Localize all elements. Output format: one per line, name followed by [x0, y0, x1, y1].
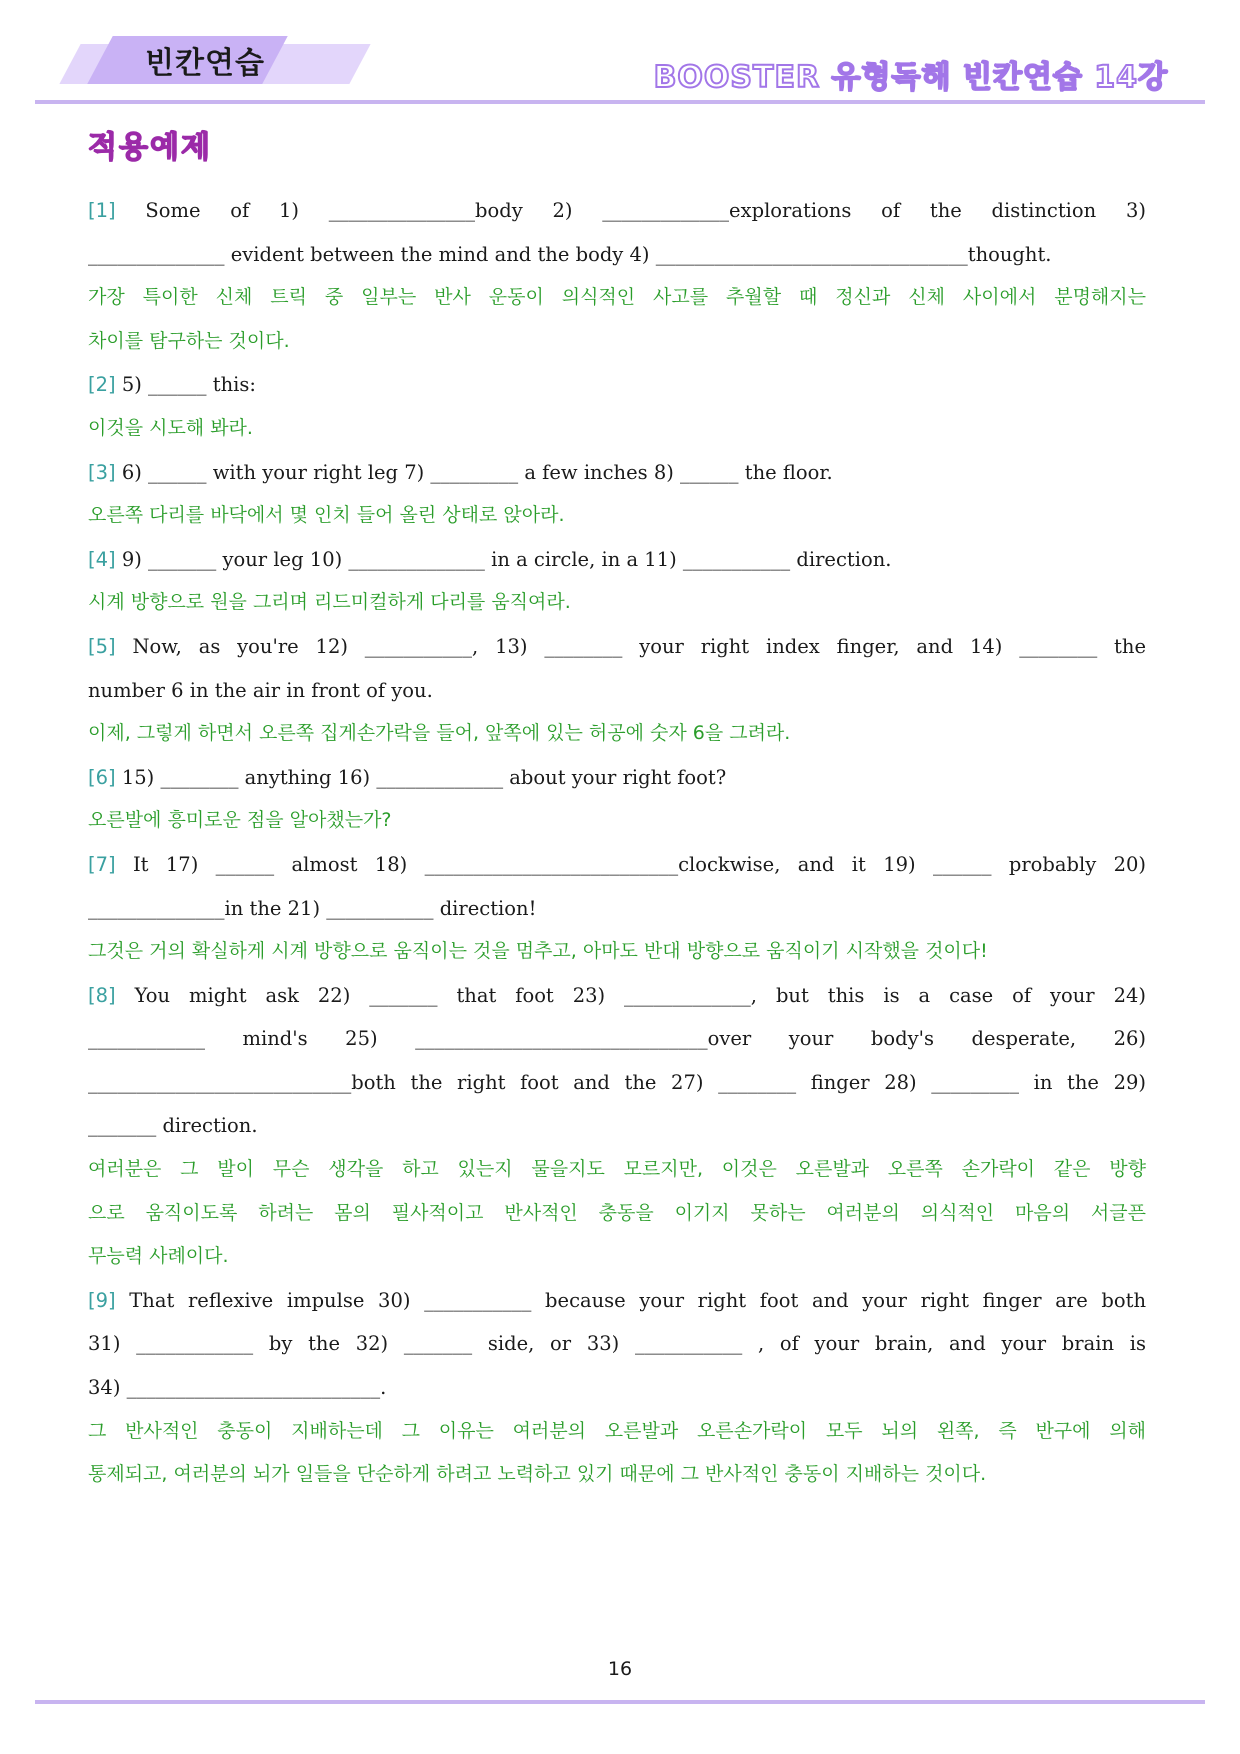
translation-line: 시계 방향으로 원을 그리며 리드미컬하게 다리를 움직여라.: [88, 591, 571, 614]
sentence-line: [88, 189, 1146, 233]
sentence-line: [88, 451, 1146, 495]
item-number: [2]: [88, 373, 116, 397]
section-title: 적용예제: [88, 130, 212, 165]
sentence-line: [88, 625, 1146, 669]
translation-line: 여러분은 그 발이 무슨 생각을 하고 있는지 물을지도 모르지만, 이것은 오른발과 오른쪽 손가락이 같은 방향: [88, 1158, 1146, 1181]
item-number: [1]: [88, 199, 116, 222]
sentence-text: _______ direction.: [88, 1114, 258, 1138]
sentence-line: [88, 669, 1146, 713]
item-number: [3]: [88, 460, 116, 484]
sentence-line: [88, 1104, 1146, 1148]
series-title: BOOSTER 유형독해 빈칸연습 14강: [653, 60, 1168, 95]
sentence-line: [88, 1061, 1146, 1105]
translation-line: 이것을 시도해 봐라.: [88, 416, 253, 439]
sentence-text: ______________in the 21) ___________ direction!: [88, 896, 537, 920]
sentence-line: [88, 1017, 1146, 1061]
page-header: [0, 0, 1240, 110]
sentence-text: 6) ______ with your right leg 7) _________ a few inches 8) ______ the floor.: [121, 460, 833, 484]
sentence-text: 15) ________ anything 16) _____________ about your right foot?: [121, 765, 727, 789]
sentence-line: [88, 233, 1146, 277]
item-number: [9]: [88, 1288, 116, 1312]
sentence-line: [88, 1322, 1146, 1366]
item-number: [7]: [88, 852, 116, 876]
translation-line: 오른발에 흥미로운 점을 알아챘는가?: [88, 809, 392, 832]
sentence-text: Some of 1) _______________body 2) _____________explorations of the distinction 3): [145, 199, 1146, 222]
translation-line: 그것은 거의 확실하게 시계 방향으로 움직이는 것을 멈추고, 아마도 반대 방향으로 움직이기 시작했을 것이다!: [88, 940, 988, 963]
sentence-line: [88, 538, 1146, 582]
header-tab-label: 빈칸연습: [145, 46, 265, 81]
sentence-text: number 6 in the air in front of you.: [88, 678, 433, 702]
sentence-text: ____________ mind's 25) ______________________________over your body's desperate, 26): [88, 1027, 1146, 1051]
sentence-line: [88, 1366, 1146, 1410]
translation-line: 오른쪽 다리를 바닥에서 몇 인치 들어 올린 상태로 앉아라.: [88, 504, 565, 527]
item-number: [4]: [88, 547, 116, 571]
translation-line: 으로 움직이도록 하려는 몸의 필사적이고 반사적인 충동을 이기지 못하는 여러분의 의식적인 마음의 서글픈: [88, 1201, 1146, 1224]
page-number: 16: [607, 1658, 633, 1680]
exercise-body: [88, 189, 1146, 1497]
sentence-text: 5) ______ this:: [121, 373, 256, 397]
sentence-text: 9) _______ your leg 10) ______________ in a circle, in a 11) ___________ direction.: [121, 547, 892, 571]
sentence-line: [88, 843, 1146, 887]
sentence-text: ___________________________both the right foot and the 27) ________ finger 28) _________ in the 29): [88, 1070, 1146, 1094]
translation-line: 차이를 탐구하는 것이다.: [88, 329, 290, 352]
sentence-line: [88, 887, 1146, 931]
sentence-text: You might ask 22) _______ that foot 23) _____________, but this is a case of your 24): [134, 983, 1146, 1007]
sentence-text: 34) __________________________.: [88, 1376, 387, 1400]
translation-line: 가장 특이한 신체 트릭 중 일부는 반사 운동이 의식적인 사고를 추월할 때 정신과 신체 사이에서 분명해지는: [88, 286, 1146, 309]
translation-line: 그 반사적인 충동이 지배하는데 그 이유는 여러분의 오른발과 오른손가락이 모두 뇌의 왼쪽, 즉 반구에 의해: [88, 1419, 1146, 1442]
sentence-line: [88, 1279, 1146, 1323]
sentence-text: That reflexive impulse 30) ___________ because your right foot and your right finger are both: [129, 1288, 1146, 1312]
sentence-text: ______________ evident between the mind and the body 4) ________________________________thought.: [88, 242, 1052, 266]
sentence-text: Now, as you're 12) ___________, 13) ________ your right index finger, and 14) ________ the: [132, 634, 1146, 658]
sentence-line: [88, 363, 1146, 407]
header-divider: [35, 100, 1205, 104]
translation-line: 무능력 사례이다.: [88, 1245, 229, 1268]
translation-line: 통제되고, 여러분의 뇌가 일들을 단순하게 하려고 노력하고 있기 때문에 그 반사적인 충동이 지배하는 것이다.: [88, 1463, 987, 1486]
sentence-text: It 17) ______ almost 18) __________________________clockwise, and it 19) ______ probably 20): [132, 852, 1146, 876]
item-number: [5]: [88, 634, 116, 658]
sentence-text: 31) ____________ by the 32) _______ side, or 33) ___________ , of your brain, and your brain is: [88, 1332, 1146, 1356]
item-number: [8]: [88, 983, 116, 1007]
item-number: [6]: [88, 765, 116, 789]
sentence-line: [88, 974, 1146, 1018]
sentence-line: [88, 756, 1146, 800]
translation-line: 이제, 그렇게 하면서 오른쪽 집게손가락을 들어, 앞쪽에 있는 허공에 숫자 6을 그려라.: [88, 722, 791, 745]
footer-divider: [35, 1700, 1205, 1704]
